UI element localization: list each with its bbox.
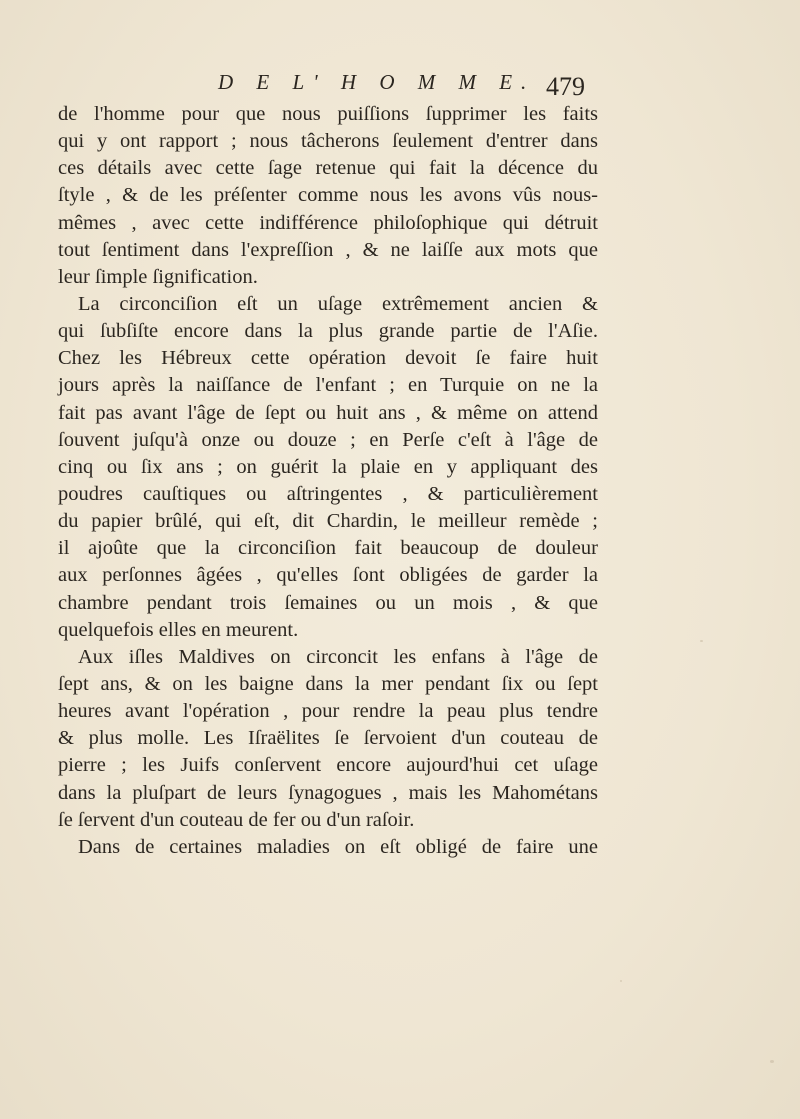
text-line: leur ſimple ſignification. [58,265,258,288]
page-number: 479 [546,72,585,101]
paper-fleck [620,980,622,982]
text-line: quelquefois elles en meurent. [58,618,299,641]
text-line: ces détails avec cette ſage retenue qui fait la décence du [58,157,598,180]
text-line: aux perſonnes âgées , qu'elles ſont obligées de garder la [58,564,598,587]
paragraph-start-line: Dans de certaines maladies on eſt obligé de faire une [78,835,598,858]
paragraph-start-line: Aux iſles Maldives on circoncit les enfans à l'âge de [78,645,598,668]
text-line: dans la pluſpart de leurs ſynagogues , mais les Mahométans [58,781,598,804]
text-line: ſtyle , & de les préſenter comme nous les avons vûs nous- [58,184,598,207]
text-line: Chez les Hébreux cette opération devoit ſe faire huit [58,347,598,370]
text-line: cinq ou ſix ans ; on guérit la plaie en y appliquant des [58,455,598,478]
text-line: poudres cauſtiques ou aſtringentes , & particulièrement [58,482,598,505]
text-line: pierre ; les Juifs conſervent encore aujourd'hui cet uſage [58,754,598,777]
text-line: tout ſentiment dans l'expreſſion , & ne laiſſe aux mots que [58,238,598,261]
text-line: de l'homme pour que nous puiſſions ſupprimer les faits [58,103,598,125]
text-line: du papier brûlé, qui eſt, dit Chardin, le meilleur remède ; [58,510,598,533]
paragraph-start-line: La circonciſion eſt un uſage extrêmement ancien & [78,292,598,315]
text-line: jours après la naiſſance de l'enfant ; en Turquie on ne la [58,374,598,397]
text-line: qui ſubſiſte encore dans la plus grande partie de l'Aſie. [58,320,598,343]
body-text [58,101,598,861]
text-line: qui y ont rapport ; nous tâcherons ſeulement d'entrer dans [58,130,598,153]
text-line: ſouvent juſqu'à onze ou douze ; en Perſe c'eſt à l'âge de [58,428,598,451]
running-title: D E L' H O M M E. [218,70,536,94]
text-line: ſept ans, & on les baigne dans la mer pendant ſix ou ſept [58,672,598,695]
text-line: heures avant l'opération , pour rendre la peau plus tendre [58,700,598,723]
paper-fleck [770,1060,774,1063]
paper-fleck [700,640,703,642]
text-line: mêmes , avec cette indifférence philoſophique qui détruit [58,211,598,234]
text-line: il ajoûte que la circonciſion fait beaucoup de douleur [58,537,598,560]
text-line: chambre pendant trois ſemaines ou un mois , & que [58,591,598,614]
page-header [0,66,800,106]
text-line: fait pas avant l'âge de ſept ou huit ans , & même on attend [58,401,598,424]
text-line: & plus molle. Les Iſraëlites ſe ſervoient d'un couteau de [58,727,598,750]
text-line: ſe ſervent d'un couteau de fer ou d'un raſoir. [58,808,415,831]
